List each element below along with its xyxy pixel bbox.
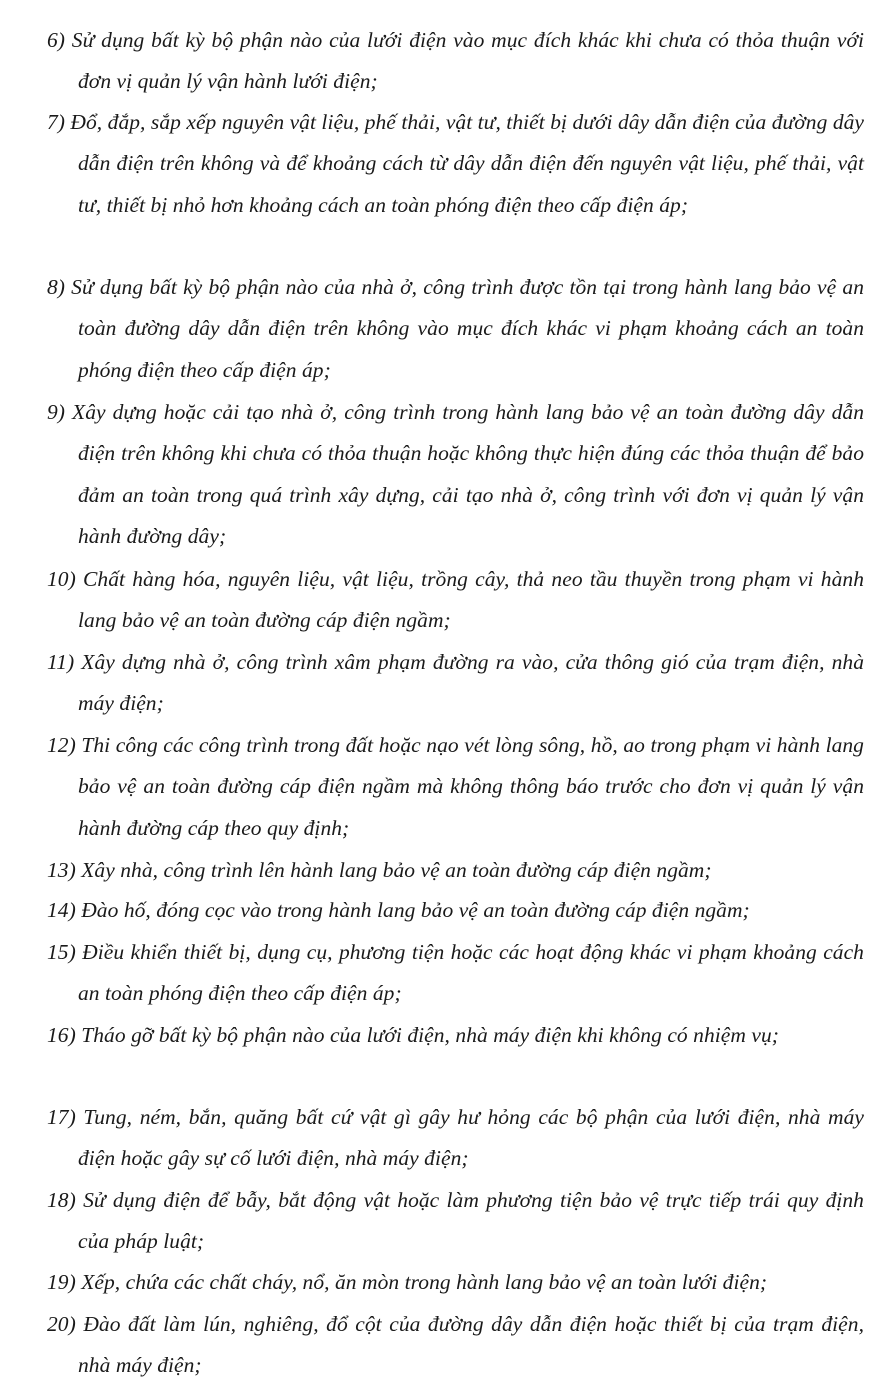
list-item-15: 15) Điều khiển thiết bị, dụng cụ, phương tiện hoặc các hoạt động khác vi phạm khoảng cách an toàn phóng điện theo cấp điện áp; (47, 939, 864, 1005)
list-item-10: 10) Chất hàng hóa, nguyên liệu, vật liệu, trồng cây, thả neo tầu thuyền trong phạm vi hành lang bảo vệ an toàn đường cáp điện ngầm; (47, 566, 864, 632)
list-item-17: 17) Tung, ném, bắn, quăng bất cứ vật gì gây hư hỏng các bộ phận của lưới điện, nhà máy điện hoặc gây sự cố lưới điện, nhà máy điện; (47, 1104, 864, 1170)
list-item-6: 6) Sử dụng bất kỳ bộ phận nào của lưới điện vào mục đích khác khi chưa có thỏa thuận với đơn vị quản lý vận hành lưới điện; (47, 27, 864, 93)
list-item-11: 11) Xây dựng nhà ở, công trình xâm phạm đường ra vào, cửa thông gió của trạm điện, nhà máy điện; (47, 649, 864, 715)
list-item-16: 16) Tháo gỡ bất kỳ bộ phận nào của lưới điện, nhà máy điện khi không có nhiệm vụ; (47, 1022, 779, 1047)
list-item-13: 13) Xây nhà, công trình lên hành lang bảo vệ an toàn đường cáp điện ngầm; (47, 857, 712, 882)
list-item-7: 7) Đổ, đắp, sắp xếp nguyên vật liệu, phế thải, vật tư, thiết bị dưới dây dẫn điện của đường dây dẫn điện trên không và để khoảng cách từ dây dẫn điện đến nguyên vật liệu, phế thải, vật tư, thiết bị nhỏ hơn khoảng cách an toàn phóng điện theo cấp điện áp; (47, 109, 865, 217)
list-item-14: 14) Đào hố, đóng cọc vào trong hành lang bảo vệ an toàn đường cáp điện ngầm; (47, 897, 750, 922)
list-item-19: 19) Xếp, chứa các chất cháy, nổ, ăn mòn trong hành lang bảo vệ an toàn lưới điện; (47, 1269, 768, 1294)
list-item-8: 8) Sử dụng bất kỳ bộ phận nào của nhà ở, công trình được tồn tại trong hành lang bảo vệ an toàn đường dây dẫn điện trên không vào mục đích khác vi phạm khoảng cách an toàn phóng điện theo cấp điện áp; (47, 274, 864, 382)
list-item-12: 12) Thi công các công trình trong đất hoặc nạo vét lòng sông, hồ, ao trong phạm vi hành lang bảo vệ an toàn đường cáp điện ngầm mà không thông báo trước cho đơn vị quản lý vận hành đường cáp theo quy định; (47, 732, 864, 840)
list-item-9: 9) Xây dựng hoặc cải tạo nhà ở, công trình trong hành lang bảo vệ an toàn đường dây dẫn điện trên không khi chưa có thỏa thuận hoặc không thực hiện đúng các thỏa thuận để bảo đảm an toàn trong quá trình xây dựng, cải tạo nhà ở, công trình với đơn vị quản lý vận hành đường dây; (47, 399, 864, 548)
list-item-20: 20) Đào đất làm lún, nghiêng, đổ cột của đường dây dẫn điện hoặc thiết bị của trạm điện, nhà máy điện; (47, 1311, 864, 1377)
list-item-18: 18) Sử dụng điện để bẫy, bắt động vật hoặc làm phương tiện bảo vệ trực tiếp trái quy định của pháp luật; (47, 1187, 864, 1253)
